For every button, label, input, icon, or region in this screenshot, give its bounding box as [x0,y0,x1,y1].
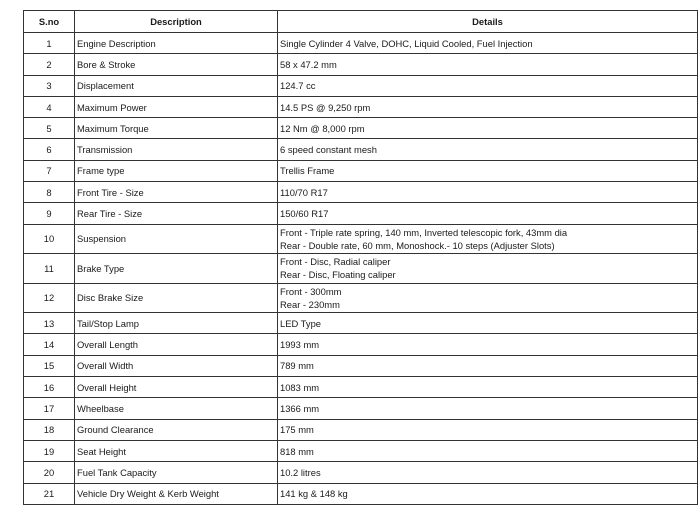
details-line: 14.5 PS @ 9,250 rpm [280,101,371,113]
cell-details [278,440,698,461]
cell-description: Rear Tire - Size [75,203,278,224]
table-row [24,313,698,334]
details-line: 1366 mm [280,403,320,414]
cell-details [278,203,698,224]
details-line: 789 mm [280,360,314,372]
cell-description: Front Tire - Size [75,182,278,203]
table-row [24,483,698,504]
details-line: 1083 mm [280,381,320,393]
cell-description: Overall Width [75,355,278,376]
cell-sno: 7 [24,160,75,181]
cell-details [278,355,698,376]
cell-details [278,118,698,139]
cell-description: Engine Description [75,33,278,54]
cell-sno: 17 [24,398,75,419]
table-header-row [24,11,698,33]
cell-details [278,75,698,96]
cell-description: Tail/Stop Lamp [75,313,278,334]
cell-description: Overall Length [75,334,278,355]
cell-sno: 14 [24,334,75,355]
cell-description: Maximum Power [75,96,278,117]
cell-details [278,313,698,334]
cell-sno: 5 [24,118,75,139]
details-line: 6 speed constant mesh [280,144,377,156]
details-line: Front - 300mm [280,285,342,297]
cell-details [278,334,698,355]
table-row [24,419,698,440]
cell-description: Transmission [75,139,278,160]
cell-sno: 4 [24,96,75,117]
details-line: 818 mm [280,445,314,457]
cell-details [278,377,698,398]
cell-description: Maximum Torque [75,118,278,139]
details-line: Rear - 230mm [280,298,340,310]
details-line: Front - Disc, Radial caliper [280,256,391,268]
table-row [24,182,698,203]
table-row [24,160,698,181]
cell-description: Bore & Stroke [75,54,278,75]
details-line: 110/70 R17 [280,186,328,198]
cell-description: Seat Height [75,440,278,461]
cell-sno: 19 [24,440,75,461]
cell-details [278,224,698,254]
cell-details [278,54,698,75]
cell-sno: 1 [24,33,75,54]
details-line: Single Cylinder 4 Valve, DOHC, Liquid Cooled, Fuel Injection [280,37,533,49]
details-line: Rear - Disc, Floating caliper [280,269,396,281]
table-row [24,118,698,139]
cell-description: Vehicle Dry Weight & Kerb Weight [75,483,278,504]
cell-sno: 3 [24,75,75,96]
table-row [24,377,698,398]
specifications-table [23,10,698,505]
cell-sno: 16 [24,377,75,398]
cell-description: Displacement [75,75,278,96]
cell-description: Fuel Tank Capacity [75,462,278,483]
cell-sno: 15 [24,355,75,376]
cell-sno: 20 [24,462,75,483]
cell-details [278,483,698,504]
cell-details [278,283,698,313]
cell-sno: 11 [24,254,75,284]
cell-sno: 2 [24,54,75,75]
cell-description: Brake Type [75,254,278,284]
details-line: 150/60 R17 [280,208,329,220]
header-details: Details [278,11,698,33]
cell-details [278,462,698,483]
cell-details [278,139,698,160]
details-line: 124.7 cc [280,80,316,92]
table-row [24,75,698,96]
table-row [24,440,698,461]
cell-sno: 12 [24,283,75,313]
details-line: Rear - Double rate, 60 mm, Monoshock.- 10 steps (Adjuster Slots) [280,239,555,251]
details-line: 10.2 litres [280,466,321,478]
details-line: 58 x 47.2 mm [280,58,337,70]
cell-sno: 9 [24,203,75,224]
header-description: Description [75,11,278,33]
cell-sno: 21 [24,483,75,504]
cell-description: Overall Height [75,377,278,398]
cell-details [278,160,698,181]
cell-details [278,254,698,284]
table-body [24,33,698,505]
details-line: 12 Nm @ 8,000 rpm [280,122,365,134]
table-row [24,283,698,313]
table-row [24,224,698,254]
cell-sno: 18 [24,419,75,440]
cell-sno: 13 [24,313,75,334]
cell-details [278,398,698,419]
cell-sno: 10 [24,224,75,254]
details-line: 1993 mm [280,339,320,351]
cell-description: Wheelbase [75,398,278,419]
details-line: Front - Triple rate spring, 140 mm, Inverted telescopic fork, 43mm dia [280,226,568,238]
cell-description: Frame type [75,160,278,181]
table-row [24,462,698,483]
table-row [24,54,698,75]
details-line: LED Type [280,317,321,329]
table-row [24,203,698,224]
cell-details [278,96,698,117]
table-row [24,139,698,160]
table-row [24,33,698,54]
cell-details [278,419,698,440]
cell-sno: 6 [24,139,75,160]
details-line: Trellis Frame [280,165,335,177]
table-row [24,355,698,376]
details-line: 141 kg & 148 kg [280,488,348,500]
cell-details [278,182,698,203]
cell-sno: 8 [24,182,75,203]
details-line: 175 mm [280,424,314,436]
cell-description: Ground Clearance [75,419,278,440]
cell-description: Suspension [75,224,278,254]
header-sno: S.no [24,11,75,33]
cell-details [278,33,698,54]
table-row [24,334,698,355]
table-row [24,254,698,284]
cell-description: Disc Brake Size [75,283,278,313]
table-row [24,398,698,419]
table-row [24,96,698,117]
